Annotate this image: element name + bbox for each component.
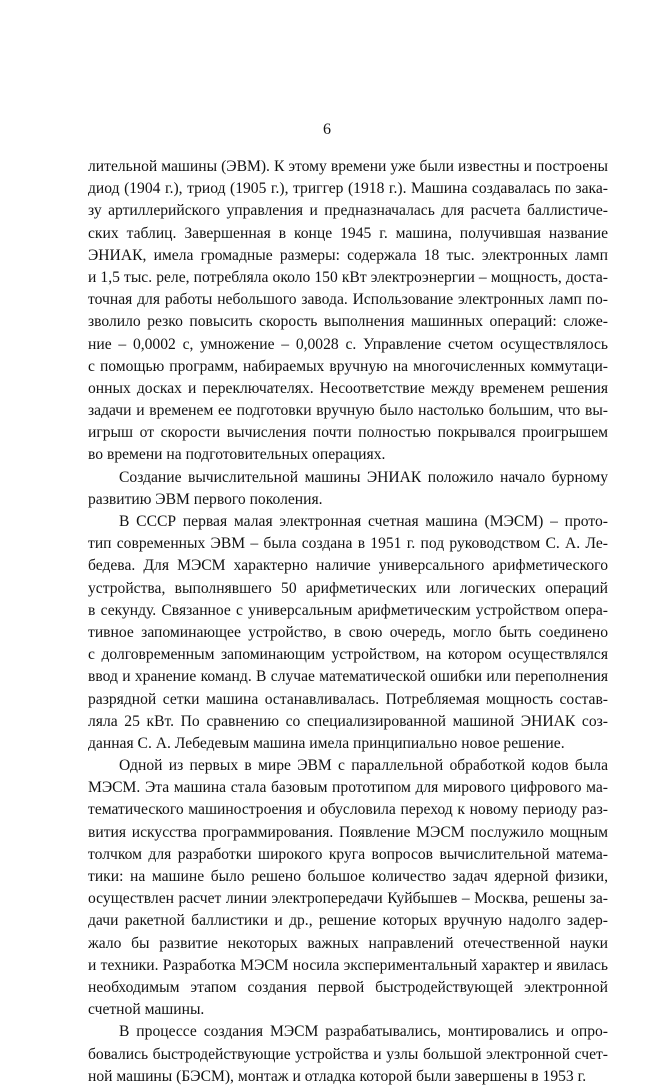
text-line: жало бы развитие некоторых важных направлений отечественной науки xyxy=(88,934,608,952)
text-line: Создание вычислительной машины ЭНИАК положило начало бурному xyxy=(119,468,608,486)
text-line: счетной машины. xyxy=(88,1001,205,1019)
text-line: во времени на подготовительных операциях. xyxy=(88,446,386,464)
paragraph xyxy=(88,156,608,467)
page-number: 6 xyxy=(323,121,331,138)
text-line: необходимым этапом создания первой быстродействующей электронной xyxy=(88,978,608,996)
text-line: ляла 25 кВт. По сравнению со специализированной машиной ЭНИАК соз- xyxy=(88,712,608,730)
text-line: развитию ЭВМ первого поколения. xyxy=(88,490,323,508)
text-line: ной машины (БЭСМ), монтаж и отладка которой были завершены в 1953 г. xyxy=(88,1067,587,1085)
text-line: ввод и хранение команд. В случае математической ошибки или переполнения xyxy=(88,668,608,686)
text-line: зволило резко повысить скорость выполнения машинных операций: сложе- xyxy=(88,313,608,331)
text-line: лительной машины (ЭВМ). К этому времени уже были известны и построены xyxy=(88,158,608,175)
text-line: разрядной сетки машина останавливалась. Потребляемая мощность состав- xyxy=(88,690,608,708)
text-line: с долговременным запоминающим устройством, на котором осуществлялся xyxy=(88,646,608,664)
text-line: задачи и временем ее подготовки вручную было настолько большим, что вы- xyxy=(88,402,608,420)
text-line: В процессе создания МЭСМ разрабатывались, монтировались и опро- xyxy=(119,1023,608,1041)
text-line: устройства, выполнявшего 50 арифметических или логических операций xyxy=(88,579,608,597)
paragraph xyxy=(88,755,608,1021)
paragraph xyxy=(88,1021,608,1088)
text-line: тематического машиностроения и обусловила переход к новому периоду раз- xyxy=(88,801,608,819)
text-line: и техники. Разработка МЭСМ носила экспериментальный характер и явилась xyxy=(88,956,608,974)
text-line: в секунду. Связанное с универсальным арифметическим устройством опера- xyxy=(88,601,608,619)
text-line: ских таблиц. Завершенная в конце 1945 г. машина, получившая название xyxy=(88,224,608,242)
text-line: МЭСМ. Эта машина стала базовым прототипом для мирового цифрового ма- xyxy=(88,779,608,797)
text-line: осуществлен расчет линии электропередачи Куйбышев – Москва, решены за- xyxy=(88,890,608,908)
text-line: зу артиллерийского управления и предназначалась для расчета баллистиче- xyxy=(88,202,608,220)
paragraph xyxy=(88,467,608,511)
text-line: онных досках и переключателях. Несоответствие между временем решения xyxy=(88,379,608,397)
text-line: тики: на машине было решено большое количество задач ядерной физики, xyxy=(88,868,608,885)
text-line: с помощью программ, набираемых вручную на многочисленных коммутаци- xyxy=(88,357,608,375)
text-line: и 1,5 тыс. реле, потребляла около 150 кВт электроэнергии – мощность, доста- xyxy=(88,268,608,286)
text-line: игрыш от скорости вычисления почти полностью покрывался проигрышем xyxy=(88,424,608,442)
text-line: В СССР первая малая электронная счетная машина (МЭСМ) – прото- xyxy=(119,513,608,530)
text-line: точная для работы небольшого завода. Использование электронных ламп по- xyxy=(88,291,608,309)
text-line: толчком для разработки широкого круга вопросов вычислительной матема- xyxy=(88,845,608,863)
text-line: ЭНИАК, имела громадные размеры: содержала 18 тыс. электронных ламп xyxy=(88,246,608,264)
body-text xyxy=(88,156,608,1088)
text-line: вития искусства программирования. Появление МЭСМ послужило мощным xyxy=(88,823,608,841)
text-line: данная С. А. Лебедевым машина имела принципиально новое решение. xyxy=(88,734,565,752)
text-line: тип современных ЭВМ – была создана в 1951 г. под руководством С. А. Ле- xyxy=(88,535,608,553)
paragraph xyxy=(88,511,608,755)
text-line: диод (1904 г.), триод (1905 г.), триггер (1918 г.). Машина создавалась по зака- xyxy=(88,180,608,198)
text-line: бедева. Для МЭСМ характерно наличие универсального арифметического xyxy=(88,557,608,575)
text-line: тивное запоминающее устройство, в свою очередь, могло быть соединено xyxy=(88,623,608,641)
text-line: дачи ракетной баллистики и др., решение которых вручную надолго задер- xyxy=(88,912,608,930)
text-line: ние – 0,0002 с, умножение – 0,0028 с. Управление счетом осуществлялось xyxy=(88,335,608,353)
text-line: Одной из первых в мире ЭВМ с параллельной обработкой кодов была xyxy=(119,757,608,775)
text-line: бовались быстродействующие устройства и узлы большой электронной счет- xyxy=(88,1045,608,1063)
